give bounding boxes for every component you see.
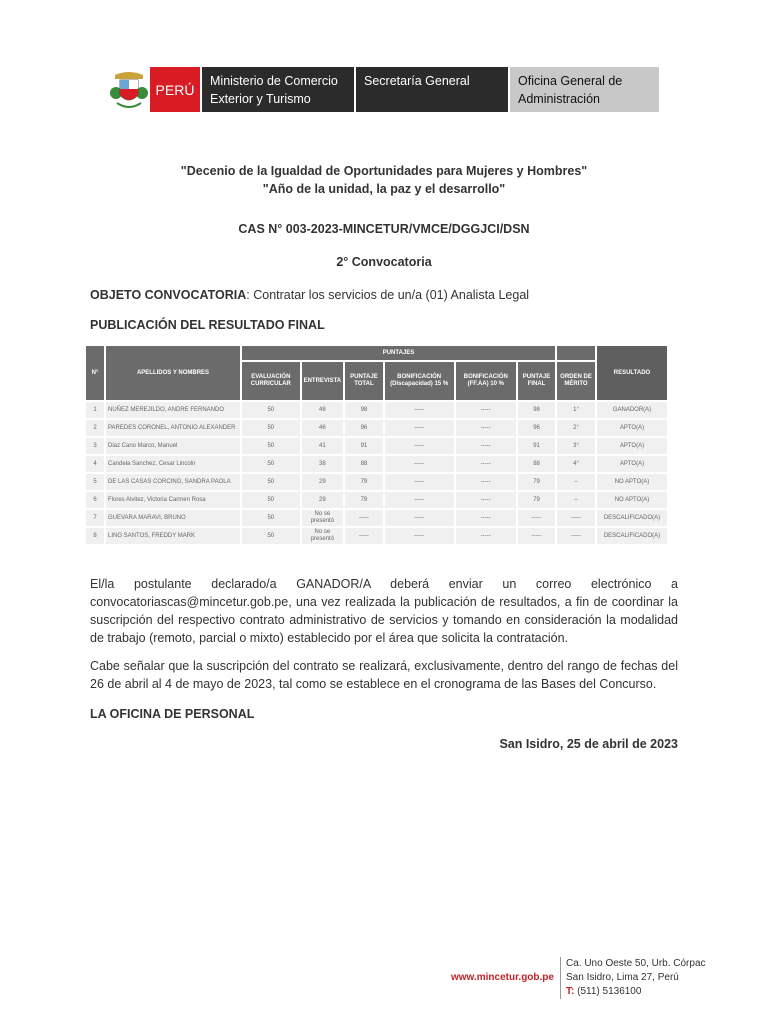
- table-row: [86, 438, 667, 454]
- cell-bon-disc: -----: [385, 510, 454, 526]
- suscripcion-paragraph: Cabe señalar que la suscripción del contrato se realizará, exclusivamente, dentro del rango de fechas del 26 de abril al 4 de mayo de 2023, tal como se establece en el cronograma de las Bases del Concurso.: [90, 659, 678, 691]
- cell-num: 8: [86, 528, 104, 544]
- ministry-box: [202, 67, 354, 112]
- cell-total: -----: [345, 528, 383, 544]
- cell-bon-ffaa: -----: [456, 474, 517, 490]
- cell-bon-disc: -----: [385, 438, 454, 454]
- cell-bon-ffaa: -----: [456, 420, 517, 436]
- cell-bon-ffaa: -----: [456, 510, 517, 526]
- col-orden: ORDEN DE MÉRITO: [557, 362, 595, 400]
- cell-orden: -----: [557, 510, 595, 526]
- decenio-title: "Decenio de la Igualdad de Oportunidades para Mujeres y Hombres": [180, 164, 588, 178]
- address-line-1: Ca. Uno Oeste 50, Urb. Córpac: [566, 958, 706, 969]
- cell-num: 5: [86, 474, 104, 490]
- cell-entrevista: 41: [302, 438, 344, 454]
- cell-bon-ffaa: -----: [456, 456, 517, 472]
- cell-resultado: DESCALIFICADO(A): [597, 528, 667, 544]
- cell-bon-disc: -----: [385, 528, 454, 544]
- cell-entrevista: No se presentó: [302, 510, 344, 526]
- secretaria-box: [356, 67, 508, 112]
- cell-num: 2: [86, 420, 104, 436]
- ministry-line-2: Exterior y Turismo: [210, 92, 311, 106]
- cell-eval: 50: [242, 438, 300, 454]
- cell-total: 96: [345, 420, 383, 436]
- address-line-2: San Isidro, Lima 27, Perú: [566, 972, 679, 983]
- col-bon-ffaa: BONIFICACIÓN (FF.AA) 10 %: [456, 362, 517, 400]
- col-total: PUNTAJE TOTAL: [345, 362, 383, 400]
- secretaria-label: Secretaría General: [364, 74, 470, 88]
- cell-final: -----: [518, 510, 555, 526]
- cell-bon-ffaa: -----: [456, 492, 517, 508]
- cell-entrevista: 48: [302, 402, 344, 418]
- cell-final: 91: [518, 438, 555, 454]
- col-bon-disc: BONIFICACIÓN (Discapacidad) 15 %: [385, 362, 454, 400]
- cell-resultado: APTO(A): [597, 438, 667, 454]
- cell-eval: 50: [242, 528, 300, 544]
- col-nombre: APELLIDOS Y NOMBRES: [106, 346, 240, 400]
- cell-num: 7: [86, 510, 104, 526]
- footer-divider: [560, 957, 561, 999]
- cell-orden: 1°: [557, 402, 595, 418]
- cell-bon-ffaa: -----: [456, 528, 517, 544]
- coat-of-arms-icon: [108, 67, 150, 112]
- phone-number: (511) 5136100: [574, 986, 642, 997]
- peru-brand-label: PERÚ: [150, 67, 200, 112]
- cell-eval: 50: [242, 420, 300, 436]
- oficina-personal: LA OFICINA DE PERSONAL: [90, 707, 255, 721]
- table-row: [86, 420, 667, 436]
- cell-orden: --: [557, 474, 595, 490]
- cell-final: 98: [518, 402, 555, 418]
- cell-eval: 50: [242, 492, 300, 508]
- cell-total: 88: [345, 456, 383, 472]
- cell-bon-ffaa: -----: [456, 438, 517, 454]
- cell-nombre: Candela Sanchez, Cesar Lincoln: [106, 456, 240, 472]
- ganador-paragraph: El/la postulante declarado/a GANADOR/A deberá enviar un correo electrónico a convocatoriascas@mincetur.gob.pe, una vez realizada la publicación de resultados, a fin de coordinar la suscripción del respectivo contrato administrativo de servicios y tomando en consideración la modalidad de trabajo (remoto, parcial o mixto) establecido por el área que solicita la contratación.: [90, 577, 678, 645]
- objeto-label: OBJETO CONVOCATORIA: [90, 288, 247, 302]
- puntajes-group-header: PUNTAJES: [242, 346, 555, 360]
- ministry-line-1: Ministerio de Comercio: [210, 74, 338, 88]
- cell-orden: --: [557, 492, 595, 508]
- cell-resultado: APTO(A): [597, 456, 667, 472]
- col-num: N°: [86, 346, 104, 400]
- cell-nombre: DE LAS CASAS CORCINO, SANDRA PAOLA: [106, 474, 240, 490]
- cell-bon-disc: -----: [385, 456, 454, 472]
- cell-resultado: GANADOR(A): [597, 402, 667, 418]
- table-row: [86, 510, 667, 526]
- col-final: PUNTAJE FINAL: [518, 362, 555, 400]
- cell-nombre: Diaz Cano Marco, Manuel: [106, 438, 240, 454]
- oficina-line-1: Oficina General de: [518, 74, 623, 88]
- cell-entrevista: 29: [302, 474, 344, 490]
- cell-bon-disc: -----: [385, 420, 454, 436]
- results-table: [84, 344, 669, 546]
- cell-num: 3: [86, 438, 104, 454]
- cell-nombre: PAREDES CORONEL, ANTONIO ALEXANDER: [106, 420, 240, 436]
- table-row: [86, 492, 667, 508]
- table-row: [86, 456, 667, 472]
- cell-bon-ffaa: -----: [456, 402, 517, 418]
- cas-number: CAS N° 003-2023-MINCETUR/VMCE/DGGJCI/DSN: [238, 222, 530, 236]
- cell-nombre: GUEVARA MARAVI, BRUNO: [106, 510, 240, 526]
- cell-entrevista: No se presentó: [302, 528, 344, 544]
- oficina-box: [510, 67, 659, 112]
- col-eval: EVALUACIÓN CURRICULAR: [242, 362, 300, 400]
- header-bar: [108, 67, 659, 112]
- cell-final: 79: [518, 492, 555, 508]
- cell-final: 96: [518, 420, 555, 436]
- cell-num: 1: [86, 402, 104, 418]
- cell-nombre: LING SANTOS, FREDDY MARK: [106, 528, 240, 544]
- cell-orden: 3°: [557, 438, 595, 454]
- cell-eval: 50: [242, 510, 300, 526]
- footer-address: [566, 957, 706, 999]
- cell-final: 79: [518, 474, 555, 490]
- footer-url[interactable]: www.mincetur.gob.pe: [451, 972, 554, 983]
- oficina-line-2: Administración: [518, 92, 600, 106]
- publicacion-heading: PUBLICACIÓN DEL RESULTADO FINAL: [90, 318, 325, 332]
- convocatoria-title: 2° Convocatoria: [336, 255, 432, 269]
- cell-total: -----: [345, 510, 383, 526]
- cell-total: 79: [345, 474, 383, 490]
- table-row: [86, 528, 667, 544]
- cell-bon-disc: -----: [385, 492, 454, 508]
- anio-title: "Año de la unidad, la paz y el desarrollo": [262, 182, 506, 196]
- cell-entrevista: 46: [302, 420, 344, 436]
- cell-total: 79: [345, 492, 383, 508]
- cell-total: 91: [345, 438, 383, 454]
- cell-eval: 50: [242, 474, 300, 490]
- cell-eval: 50: [242, 456, 300, 472]
- fecha-lugar: San Isidro, 25 de abril de 2023: [499, 737, 678, 751]
- cell-orden: 4°: [557, 456, 595, 472]
- cell-entrevista: 38: [302, 456, 344, 472]
- cell-resultado: APTO(A): [597, 420, 667, 436]
- cell-num: 6: [86, 492, 104, 508]
- cell-final: 88: [518, 456, 555, 472]
- objeto-convocatoria: [90, 286, 678, 304]
- col-entrevista: ENTREVISTA: [302, 362, 344, 400]
- table-row: [86, 402, 667, 418]
- cell-orden: -----: [557, 528, 595, 544]
- table-row: [86, 474, 667, 490]
- col-resultado: RESULTADO: [597, 346, 667, 400]
- cell-total: 98: [345, 402, 383, 418]
- cell-num: 4: [86, 456, 104, 472]
- cell-resultado: DESCALIFICADO(A): [597, 510, 667, 526]
- phone-line: [566, 985, 706, 999]
- cell-bon-disc: -----: [385, 402, 454, 418]
- phone-label: T:: [566, 986, 575, 997]
- cell-resultado: NO APTO(A): [597, 474, 667, 490]
- cell-entrevista: 29: [302, 492, 344, 508]
- cell-eval: 50: [242, 402, 300, 418]
- orden-spacer: [557, 346, 595, 360]
- cell-bon-disc: -----: [385, 474, 454, 490]
- cell-final: -----: [518, 528, 555, 544]
- cell-orden: 2°: [557, 420, 595, 436]
- cell-nombre: NUÑEZ MEREJILDO, ANDRE FERNANDO: [106, 402, 240, 418]
- objeto-text: : Contratar los servicios de un/a (01) Analista Legal: [246, 288, 530, 302]
- cell-nombre: Flores Alvitez, Victoria Carmen Rosa: [106, 492, 240, 508]
- cell-resultado: NO APTO(A): [597, 492, 667, 508]
